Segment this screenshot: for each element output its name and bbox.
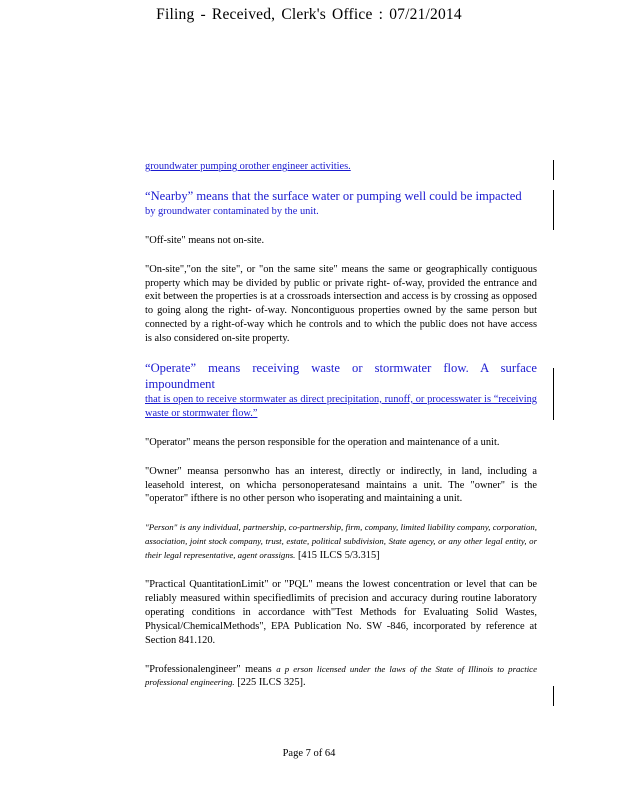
revision-bar: [553, 368, 554, 420]
professional-engineer-term: "Professionalengineer" means: [145, 663, 272, 675]
person-definition: [145, 521, 537, 563]
offsite-definition: "Off-site" means not on-site.: [145, 234, 265, 246]
operator-definition: "Operator" means the person responsible for the operation and maintenance of a unit.: [145, 436, 500, 448]
professional-engineer-citation: [225 ILCS 325].: [237, 677, 306, 689]
page-number: 7: [305, 748, 311, 759]
onsite-definition: "On-site","on the site", or "on the same site" means the same or geographically contiguous property which may be divided by public or private right- of-way, provided the entrance and exit between the properties is at a crossroads intersection and access is by crossing as opposed to going along the right- of-way. Noncontiguous properties owned by the same person but connected by a right-of-way which he controls and to which the public does not have access is also considered on-site property.: [145, 263, 537, 345]
person-citation: [415 ILCS 5/3.315]: [297, 550, 380, 562]
page-total: 64: [324, 748, 336, 759]
operate-definition-tail: that is open to receive stormwater as direct precipitation, runoff, or processwater is “receiving waste or stormwater flow.”: [145, 393, 537, 419]
page-label: Page: [282, 748, 304, 759]
nearby-definition-tail: by groundwater contaminated by the unit.: [145, 205, 319, 217]
groundwater-line: groundwater pumping orother engineer activities.: [145, 161, 351, 172]
pql-definition: "Practical QuantitationLimit" or "PQL" means the lowest concentration or level that can be reliably measured within specifiedlimits of precision and accuracy during routine laboratory operating conditions in accordance with"Test Methods for Evaluating Solid Wastes, Physical/ChemicalMethods", EPA Publication No. SW -846, incorporated by reference at Section 841.120.: [145, 579, 537, 646]
filing-header: Filing - Received, Clerk's Office : 07/21/2014: [156, 6, 462, 23]
revision-bar: [553, 686, 554, 706]
of-label: of: [313, 748, 323, 759]
document-body: [145, 160, 537, 690]
professional-engineer-text: a p erson licensed under the laws of the State of Illinois to practice professional engineering.: [145, 663, 537, 688]
nearby-definition: [145, 189, 537, 219]
page-footer: [0, 748, 618, 759]
revision-bar: [553, 190, 554, 230]
person-definition-text: "Person" is any individual, partnership, co-partnership, firm, company, limited liability company, corporation, association, joint stock company, trust, estate, political subdivision, State agency, or any other legal entity, or their legal representative, agent orassigns.: [145, 522, 537, 561]
nearby-definition-lead: “Nearby” means that the surface water or pumping well could be impacted: [145, 188, 522, 203]
owner-definition: "Owner" meansa personwho has an interest, directly or indirectly, in land, including a leasehold interest, on whicha personoperatesand maintains a unit. The "owner" is the "operator" ifthere is no other person who isoperating and maintaining a unit.: [145, 465, 537, 505]
revision-bar: [553, 160, 554, 180]
operate-definition-lead: “Operate” means receiving waste or stormwater flow. A surface impoundment: [145, 361, 537, 391]
operate-definition: [145, 361, 537, 421]
professional-engineer-definition: [145, 663, 537, 691]
